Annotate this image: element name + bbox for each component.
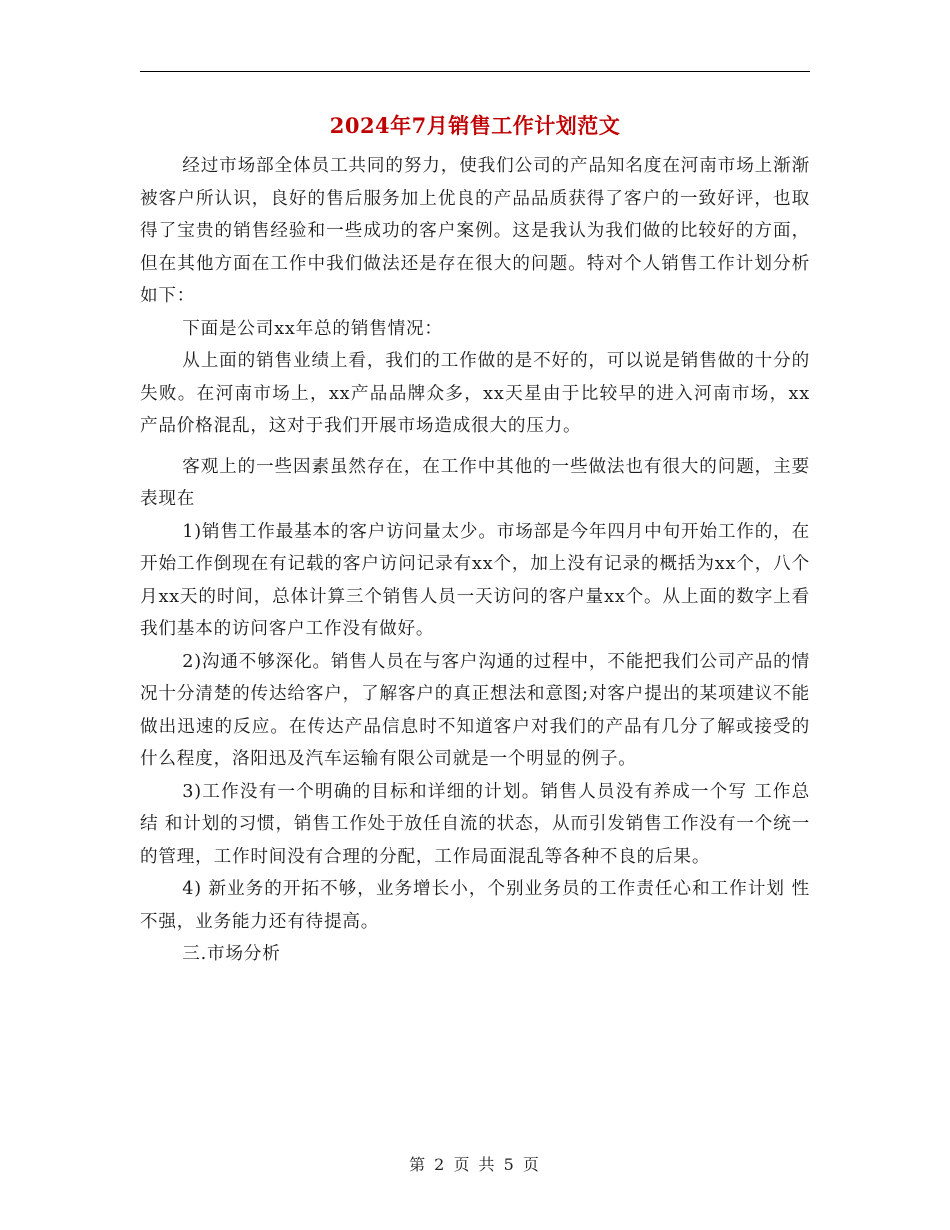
section-heading: 三.市场分析 xyxy=(182,944,281,964)
page-number-footer: 第 2 页 共 5 页 xyxy=(409,1155,541,1174)
paragraph: 1)销售工作最基本的客户访问量太少。市场部是今年四月中旬开始工作的，在开始工作倒现在有记载的客户访问记录有xx个，加上没有记录的概括为xx个，八个月xx天的时间，总体计算三个销售人员一天访问的客户量xx个。从上面的数字上看我们基本的访问客户工作没有做好。 xyxy=(140,521,810,639)
paragraph: 4) 新业务的开拓不够，业务增长小，个别业务员的工作责任心和工作计划 性不强，业务能力还有待提高。 xyxy=(140,879,810,932)
paragraph: 2)沟通不够深化。销售人员在与客户沟通的过程中，不能把我们公司产品的情况十分清楚的传达给客户，了解客户的真正想法和意图;对客户提出的某项建议不能做出迅速的反应。在传达产品信息时不知道客户对我们的产品有几分了解或接受的什么程度，洛阳迅及汽车运输有限公司就是一个明显的例子。 xyxy=(140,651,810,769)
paragraph: 下面是公司xx年总的销售情况： xyxy=(182,318,443,339)
document-title: 2024年7月销售工作计划范文 xyxy=(329,113,621,138)
paragraph: 从上面的销售业绩上看，我们的工作做的是不好的，可以说是销售做的十分的失败。在河南市场上，xx产品品牌众多，xx天星由于比较早的进入河南市场，xx产品价格混乱，这对于我们开展市场造成很大的压力。 xyxy=(140,351,810,436)
header-rule xyxy=(140,71,810,72)
paragraph: 3)工作没有一个明确的目标和详细的计划。销售人员没有养成一个写 工作总结 和计划的习惯，销售工作处于放任自流的状态，从而引发销售工作没有一个统一的管理，工作时间没有合理的分配，工作局面混乱等各种不良的后果。 xyxy=(140,781,810,867)
paragraph: 经过市场部全体员工共同的努力，使我们公司的产品知名度在河南市场上渐渐被客户所认识，良好的售后服务加上优良的产品品质获得了客户的一致好评，也取得了宝贵的销售经验和一些成功的客户案例。这是我认为我们做的比较好的方面，但在其他方面在工作中我们做法还是存在很大的问题。特对个人销售工作计划分析如下： xyxy=(140,156,810,306)
document-body xyxy=(140,150,810,971)
paragraph: 客观上的一些因素虽然存在，在工作中其他的一些做法也有很大的问题，主要表现在 xyxy=(140,456,810,509)
